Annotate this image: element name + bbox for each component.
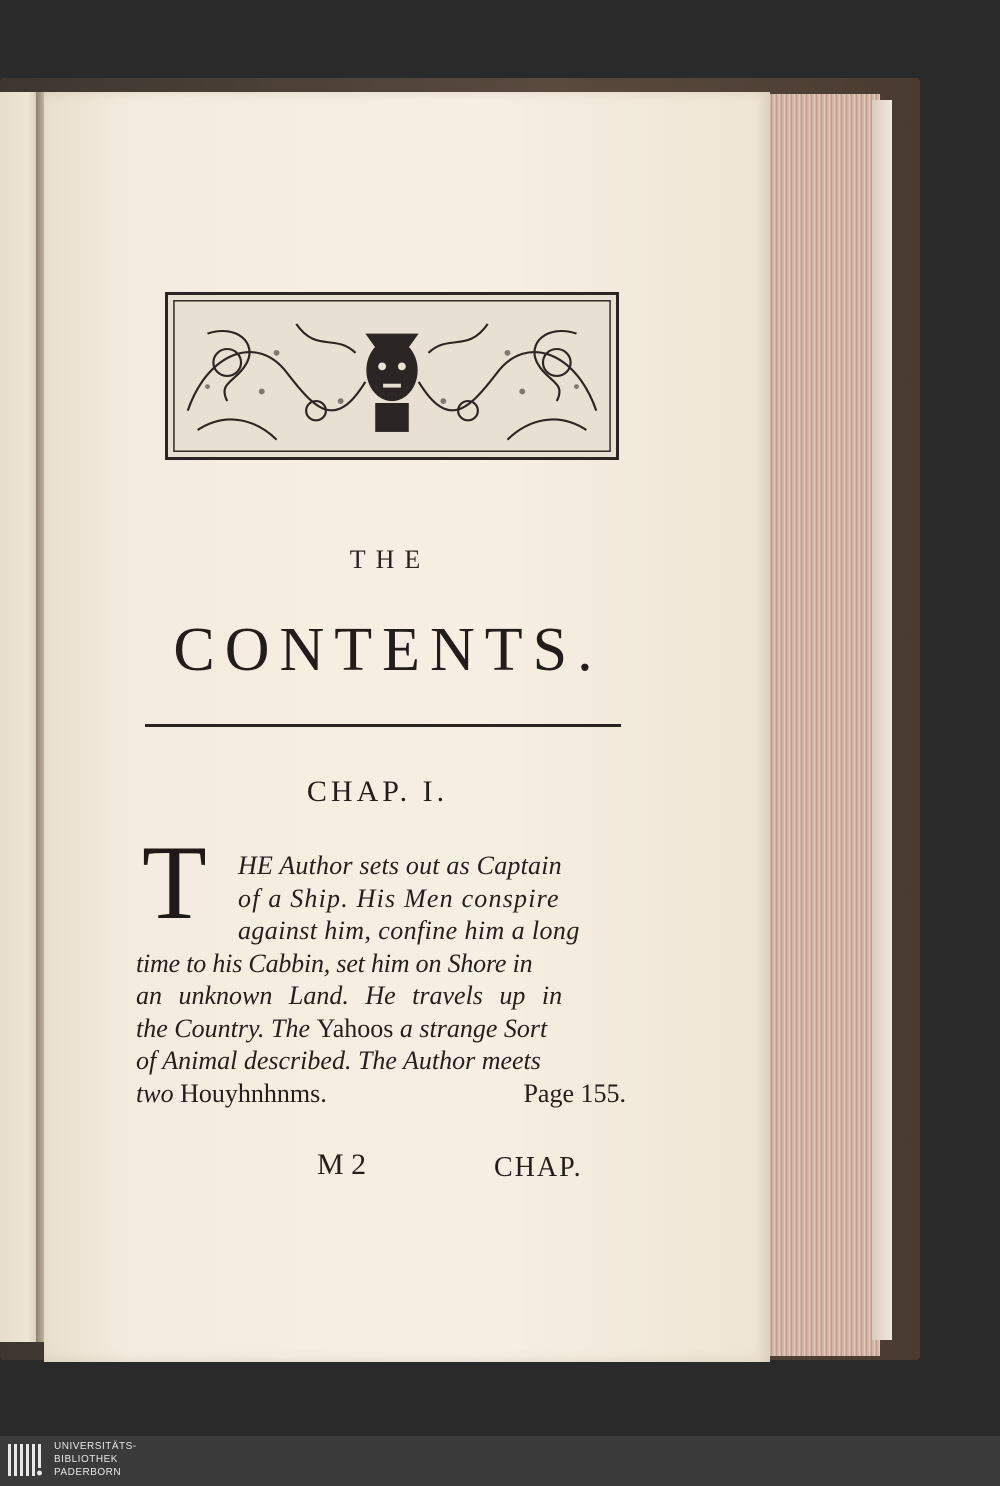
summary-line: an unknown Land. He travels up in <box>136 981 563 1010</box>
page-edges <box>768 94 880 1356</box>
summary-line <box>136 1013 626 1046</box>
summary-line: time to his Cabbin, set him on Shore in <box>136 948 533 978</box>
page-edges-fore <box>872 100 892 1340</box>
ornamental-headpiece <box>165 292 619 460</box>
library-name <box>54 1440 137 1479</box>
page-reference: Page 155. <box>523 1078 626 1108</box>
summary-line: HE Author sets out as Captain <box>238 851 562 880</box>
summary-fragment-roman: Houyhnhnms. <box>180 1078 327 1108</box>
summary-fragment: two <box>136 1078 174 1108</box>
summary-fragment: a strange Sort <box>399 1013 548 1043</box>
title-the: THE <box>349 545 431 574</box>
chapter-heading: CHAP. I. <box>306 775 449 808</box>
chapter-summary <box>136 850 626 1110</box>
library-name-line: BIBLIOTHEK <box>54 1454 118 1465</box>
summary-fragment-roman: Yahoos <box>316 1013 394 1043</box>
library-logo-icon <box>6 1440 46 1480</box>
drop-cap: T <box>142 824 207 941</box>
library-name-line: UNIVERSITÄTS- <box>54 1441 137 1452</box>
summary-line: of a Ship. His Men conspire <box>238 883 560 913</box>
footer-bar <box>0 1436 1000 1486</box>
library-name-line: PADERBORN <box>54 1467 122 1478</box>
summary-fragment: the Country. The <box>136 1013 311 1043</box>
headpiece-ornament-icon <box>168 295 616 457</box>
catchword: CHAP. <box>494 1152 583 1183</box>
summary-line: of Animal described. The Author meets <box>136 1046 541 1075</box>
left-page-edge <box>0 92 40 1342</box>
summary-line <box>136 1078 626 1111</box>
book-page <box>44 92 770 1362</box>
horizontal-rule <box>145 724 621 727</box>
title-contents: CONTENTS. <box>173 616 603 684</box>
summary-line: against him, confine him a long <box>238 916 580 945</box>
signature-mark: M 2 <box>317 1148 367 1181</box>
